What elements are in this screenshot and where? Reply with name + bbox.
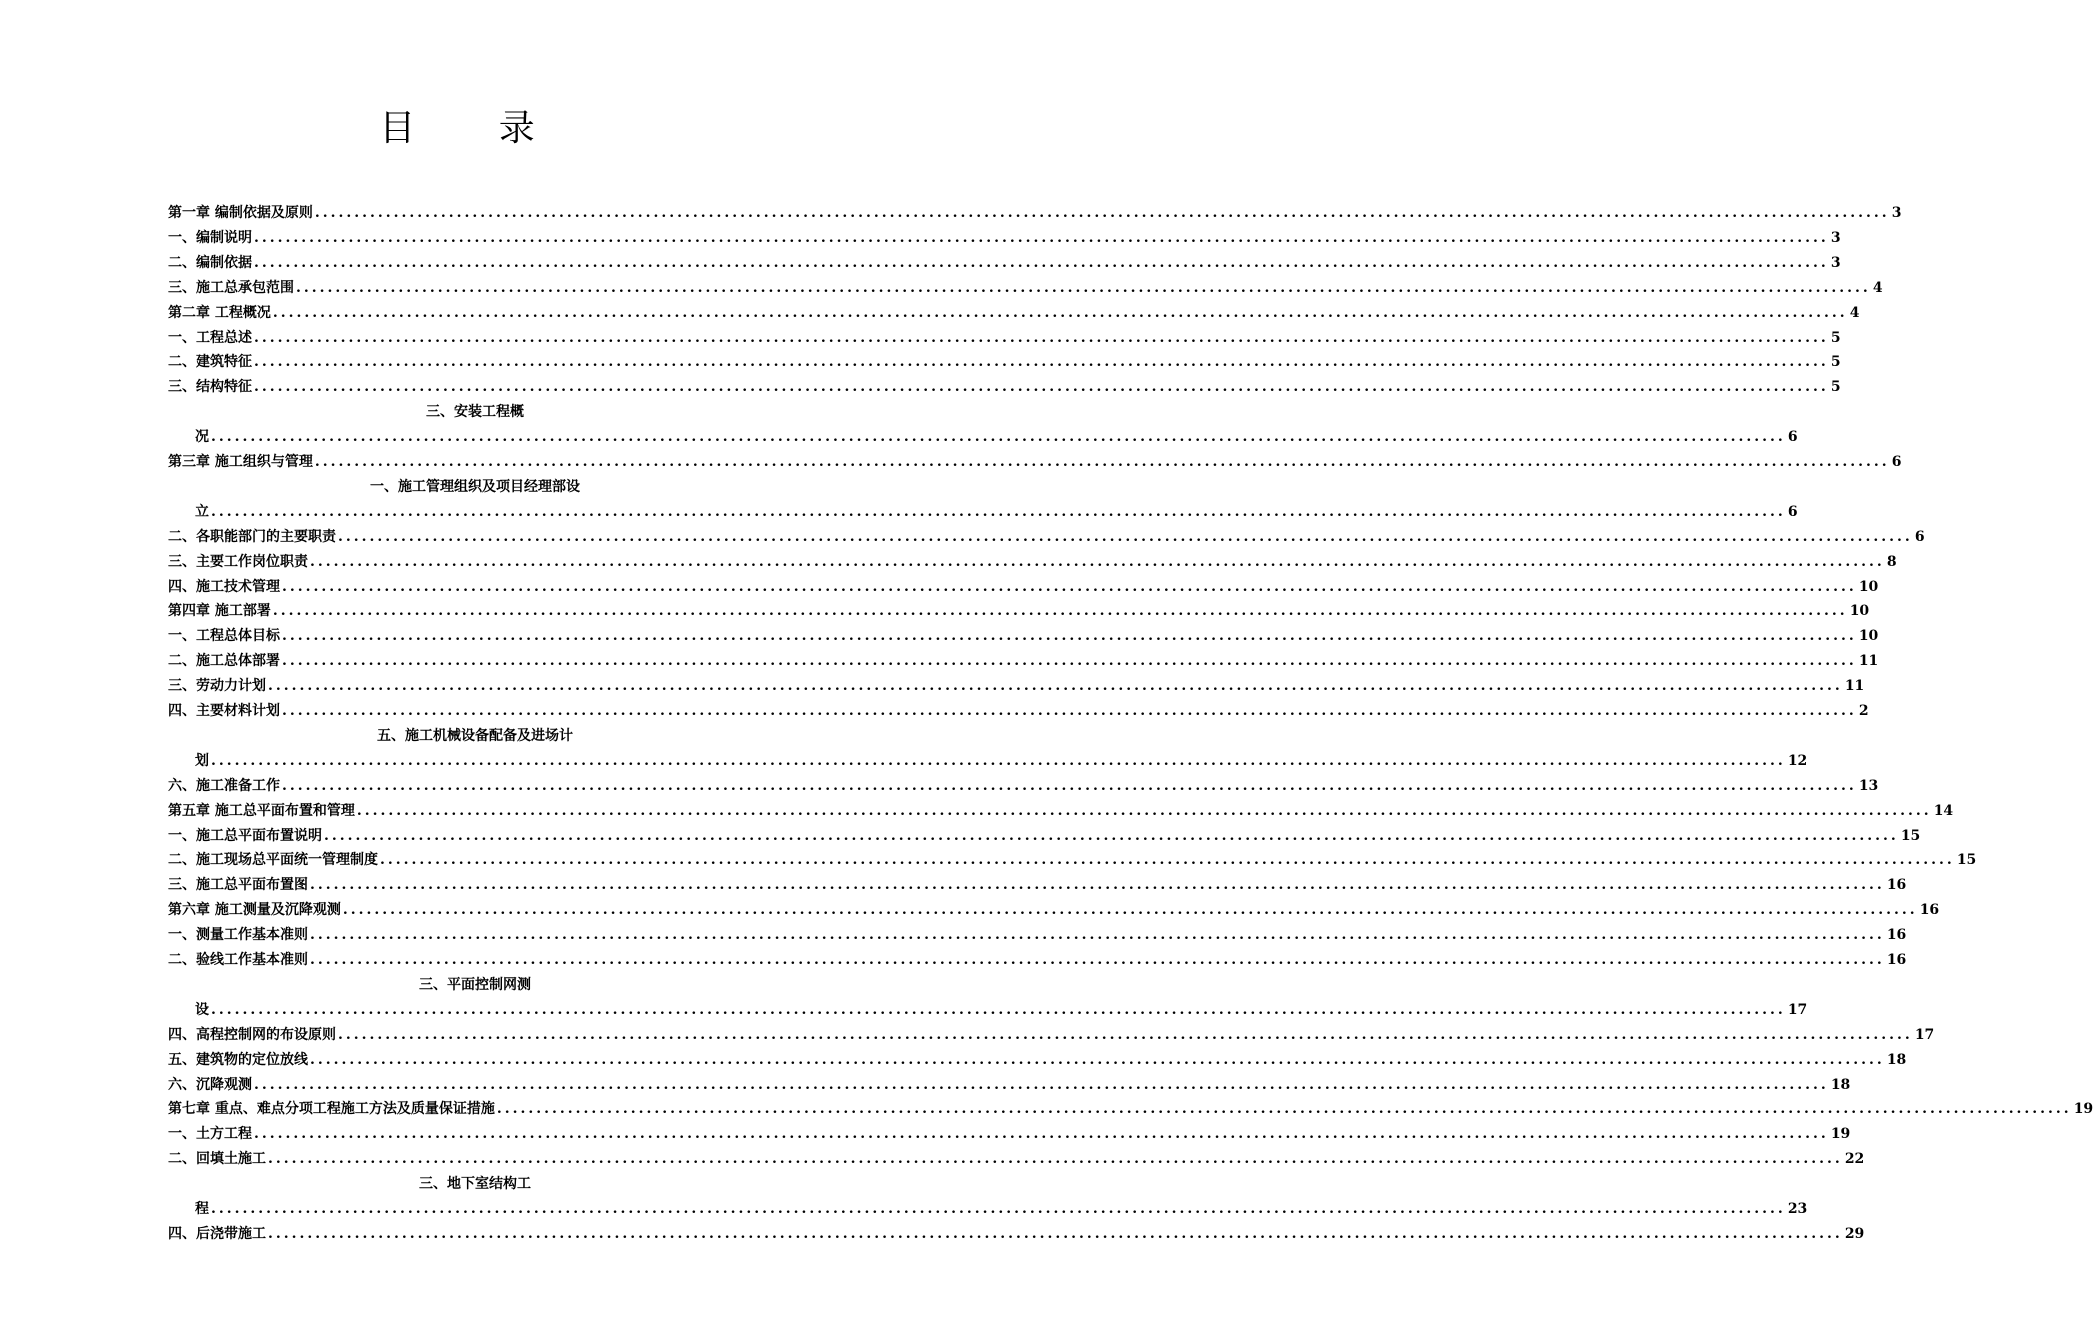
toc-entry-page: 22 — [1844, 1151, 1865, 1168]
toc-entry-label: 三、劳动力计划 — [168, 678, 266, 695]
toc-entry-page: 12 — [1787, 752, 1808, 769]
toc-entry-page: 18 — [1886, 1051, 1907, 1068]
toc-entry-page: 29 — [1844, 1225, 1865, 1242]
toc-leader-dots: ........................................................................................................................................................................................................ — [254, 1076, 1829, 1093]
toc-entry[interactable] — [168, 850, 1977, 870]
toc-entry-label: 一、工程总体目标 — [168, 628, 280, 645]
toc-entry-label: 第一章 编制依据及原则 — [168, 205, 313, 221]
toc-entry[interactable] — [168, 278, 1883, 298]
toc-leader-dots: ........................................................................................................................................................................................................ — [314, 205, 1890, 221]
toc-leader-dots: ........................................................................................................................................................................................................ — [380, 852, 1955, 869]
toc-entry-heading: 一、施工管理组织及项目经理部设 — [370, 478, 580, 495]
toc-entry[interactable] — [168, 328, 1841, 348]
toc-entry-label: 四、主要材料计划 — [168, 703, 280, 719]
toc-entry[interactable] — [168, 676, 1865, 696]
toc-entry-page: 8 — [1886, 553, 1897, 570]
toc-entry[interactable] — [168, 1075, 1851, 1095]
toc-entry-page: 19 — [2073, 1101, 2093, 1118]
toc-entry-page: 11 — [1844, 678, 1865, 695]
toc-leader-dots: ........................................................................................................................................................................................................ — [268, 1225, 1843, 1242]
toc-entry-label: 三、结构特征 — [168, 379, 252, 396]
toc-entry-page: 6 — [1891, 454, 1902, 470]
toc-entry[interactable] — [168, 776, 1879, 796]
toc-entry[interactable] — [168, 228, 1841, 248]
toc-entry[interactable] — [168, 651, 1879, 671]
toc-entry-label: 第五章 施工总平面布置和管理 — [168, 802, 355, 819]
toc-entry[interactable] — [195, 502, 1798, 522]
toc-entry-heading: 五、施工机械设备配备及进场计 — [377, 727, 573, 744]
toc-entry[interactable] — [168, 1099, 2093, 1119]
toc-leader-dots: ........................................................................................................................................................................................................ — [282, 703, 1857, 719]
toc-entry-label: 四、高程控制网的布设原则 — [168, 1026, 336, 1043]
toc-leader-dots: ........................................................................................................................................................................................................ — [356, 802, 1932, 819]
toc-leader-dots: ........................................................................................................................................................................................................ — [310, 1051, 1885, 1068]
toc-entry[interactable] — [168, 875, 1907, 895]
toc-leader-dots: ........................................................................................................................................................................................................ — [268, 1151, 1843, 1168]
toc-leader-dots: ........................................................................................................................................................................................................ — [314, 454, 1890, 470]
toc-leader-dots: ........................................................................................................................................................................................................ — [211, 503, 1786, 520]
toc-leader-dots: ........................................................................................................................................................................................................ — [496, 1101, 2072, 1118]
toc-entry-label: 二、施工现场总平面统一管理制度 — [168, 852, 378, 869]
toc-leader-dots: ........................................................................................................................................................................................................ — [254, 1126, 1829, 1143]
toc-entry[interactable] — [168, 1050, 1907, 1070]
toc-entry[interactable] — [168, 1025, 1935, 1045]
toc-leader-dots: ........................................................................................................................................................................................................ — [282, 628, 1857, 645]
toc-entry-page: 3 — [1891, 205, 1902, 221]
toc-entry[interactable] — [168, 1149, 1865, 1169]
toc-entry[interactable] — [168, 352, 1841, 372]
toc-leader-dots: ........................................................................................................................................................................................................ — [324, 827, 1899, 844]
toc-leader-dots: ........................................................................................................................................................................................................ — [211, 1201, 1786, 1217]
toc-entry-page: 3 — [1830, 229, 1841, 246]
toc-leader-dots: ........................................................................................................................................................................................................ — [296, 279, 1871, 296]
toc-leader-dots: ........................................................................................................................................................................................................ — [282, 777, 1857, 794]
toc-entry[interactable] — [168, 527, 1925, 547]
toc-entry-label: 六、施工准备工作 — [168, 777, 280, 794]
toc-entry-label: 二、施工总体部署 — [168, 653, 280, 670]
toc-entry[interactable] — [168, 1124, 1851, 1144]
toc-entry[interactable] — [195, 1000, 1808, 1020]
toc-entry-label: 四、施工技术管理 — [168, 578, 280, 595]
toc-leader-dots: ........................................................................................................................................................................................................ — [310, 927, 1885, 944]
toc-entry-label: 第三章 施工组织与管理 — [168, 454, 313, 470]
toc-entry[interactable] — [168, 377, 1841, 397]
toc-entry-page: 18 — [1830, 1076, 1851, 1093]
toc-leader-dots: ........................................................................................................................................................................................................ — [310, 877, 1885, 894]
toc-leader-dots: ........................................................................................................................................................................................................ — [342, 902, 1918, 919]
toc-entry-label: 三、主要工作岗位职责 — [168, 553, 308, 570]
toc-leader-dots: ........................................................................................................................................................................................................ — [254, 254, 1829, 271]
toc-leader-dots: ........................................................................................................................................................................................................ — [310, 553, 1885, 570]
toc-entry-label: 一、工程总述 — [168, 329, 252, 346]
toc-entry-page: 11 — [1858, 653, 1879, 670]
toc-entry-page: 16 — [1886, 927, 1907, 944]
toc-leader-dots: ........................................................................................................................................................................................................ — [254, 329, 1829, 346]
toc-entry[interactable] — [168, 925, 1907, 945]
toc-leader-dots: ........................................................................................................................................................................................................ — [282, 578, 1857, 595]
toc-entry-page: 15 — [1900, 827, 1921, 844]
toc-entry-label: 二、各职能部门的主要职责 — [168, 528, 336, 545]
toc-entry-page: 5 — [1830, 329, 1841, 346]
toc-leader-dots: ........................................................................................................................................................................................................ — [211, 752, 1786, 769]
toc-entry-page: 6 — [1787, 429, 1798, 446]
toc-entry-page: 23 — [1787, 1201, 1808, 1217]
toc-entry-page: 10 — [1858, 628, 1879, 645]
toc-entry[interactable] — [168, 900, 1940, 920]
toc-entry-label: 第六章 施工测量及沉降观测 — [168, 902, 341, 919]
toc-entry[interactable] — [195, 427, 1798, 447]
toc-entry-label: 五、建筑物的定位放线 — [168, 1051, 308, 1068]
toc-leader-dots: ........................................................................................................................................................................................................ — [211, 1001, 1786, 1018]
toc-entry-page: 16 — [1886, 877, 1907, 894]
toc-title: 目 录 — [379, 108, 571, 149]
toc-entry[interactable] — [168, 253, 1841, 273]
toc-leader-dots: ........................................................................................................................................................................................................ — [310, 952, 1885, 968]
toc-entry-label: 第四章 施工部署 — [168, 603, 271, 620]
toc-entry-page: 6 — [1787, 503, 1798, 520]
toc-entry-label: 二、回填土施工 — [168, 1151, 266, 1168]
toc-entry[interactable] — [168, 626, 1879, 646]
toc-entry-page: 13 — [1858, 777, 1879, 794]
toc-entry-heading: 三、平面控制网测 — [419, 976, 531, 993]
toc-entry-page: 16 — [1886, 952, 1907, 968]
toc-entry-label: 第二章 工程概况 — [168, 304, 271, 321]
toc-entry-label: 立 — [195, 503, 209, 520]
toc-entry[interactable] — [195, 751, 1808, 771]
toc-leader-dots: ........................................................................................................................................................................................................ — [338, 1026, 1913, 1043]
toc-entry-label: 程 — [195, 1201, 209, 1217]
toc-entry[interactable] — [168, 1224, 1865, 1244]
toc-entry-label: 一、土方工程 — [168, 1126, 252, 1143]
toc-leader-dots: ........................................................................................................................................................................................................ — [211, 429, 1786, 446]
toc-entry-label: 二、编制依据 — [168, 254, 252, 271]
toc-entry-page: 4 — [1872, 279, 1883, 296]
toc-entry-page: 19 — [1830, 1126, 1851, 1143]
toc-entry-label: 三、施工总平面布置图 — [168, 877, 308, 894]
toc-entry-label: 设 — [195, 1001, 209, 1018]
toc-entry-label: 第七章 重点、难点分项工程施工方法及质量保证措施 — [168, 1101, 495, 1118]
toc-entry[interactable] — [168, 826, 1921, 846]
toc-leader-dots: ........................................................................................................................................................................................................ — [254, 379, 1829, 396]
toc-entry-page: 16 — [1919, 902, 1940, 919]
toc-entry-page: 14 — [1933, 802, 1954, 819]
toc-entry-page: 4 — [1849, 304, 1860, 321]
toc-entry-page: 10 — [1858, 578, 1879, 595]
toc-entry-label: 三、施工总承包范围 — [168, 279, 294, 296]
toc-leader-dots: ........................................................................................................................................................................................................ — [254, 354, 1829, 371]
toc-entry-heading: 三、安装工程概 — [426, 404, 524, 421]
toc-entry-page: 5 — [1830, 379, 1841, 396]
toc-entry-page: 3 — [1830, 254, 1841, 271]
toc-entry-label: 四、后浇带施工 — [168, 1225, 266, 1242]
toc-entry-heading: 三、地下室结构工 — [419, 1176, 531, 1193]
toc-leader-dots: ........................................................................................................................................................................................................ — [272, 603, 1848, 620]
toc-entry-page: 10 — [1849, 603, 1870, 620]
toc-entry-label: 二、建筑特征 — [168, 354, 252, 371]
toc-entry-page: 15 — [1956, 852, 1977, 869]
toc-entry-page: 17 — [1787, 1001, 1808, 1018]
toc-entry-label: 况 — [195, 429, 209, 446]
toc-entry-page: 2 — [1858, 703, 1869, 719]
toc-entry[interactable] — [168, 303, 1860, 323]
toc-entry[interactable] — [168, 577, 1879, 597]
toc-entry[interactable] — [168, 801, 1954, 821]
toc-entry[interactable] — [195, 1199, 1808, 1219]
toc-entry-label: 一、编制说明 — [168, 229, 252, 246]
toc-entry[interactable] — [168, 601, 1870, 621]
toc-entry-label: 一、施工总平面布置说明 — [168, 827, 322, 844]
toc-leader-dots: ........................................................................................................................................................................................................ — [254, 229, 1829, 246]
toc-leader-dots: ........................................................................................................................................................................................................ — [282, 653, 1857, 670]
toc-entry-page: 17 — [1914, 1026, 1935, 1043]
toc-entry-label: 二、验线工作基本准则 — [168, 952, 308, 968]
toc-entry[interactable] — [168, 203, 1902, 223]
toc-entry-label: 一、测量工作基本准则 — [168, 927, 308, 944]
toc-entry-label: 六、沉降观测 — [168, 1076, 252, 1093]
toc-entry[interactable] — [168, 950, 1907, 970]
toc-entry-page: 6 — [1914, 528, 1925, 545]
toc-leader-dots: ........................................................................................................................................................................................................ — [338, 528, 1913, 545]
toc-entry[interactable] — [168, 452, 1902, 472]
toc-entry-label: 划 — [195, 752, 209, 769]
toc-entry[interactable] — [168, 701, 1869, 721]
toc-leader-dots: ........................................................................................................................................................................................................ — [272, 304, 1848, 321]
toc-entry[interactable] — [168, 552, 1897, 572]
toc-leader-dots: ........................................................................................................................................................................................................ — [268, 678, 1843, 695]
toc-entry-page: 5 — [1830, 354, 1841, 371]
